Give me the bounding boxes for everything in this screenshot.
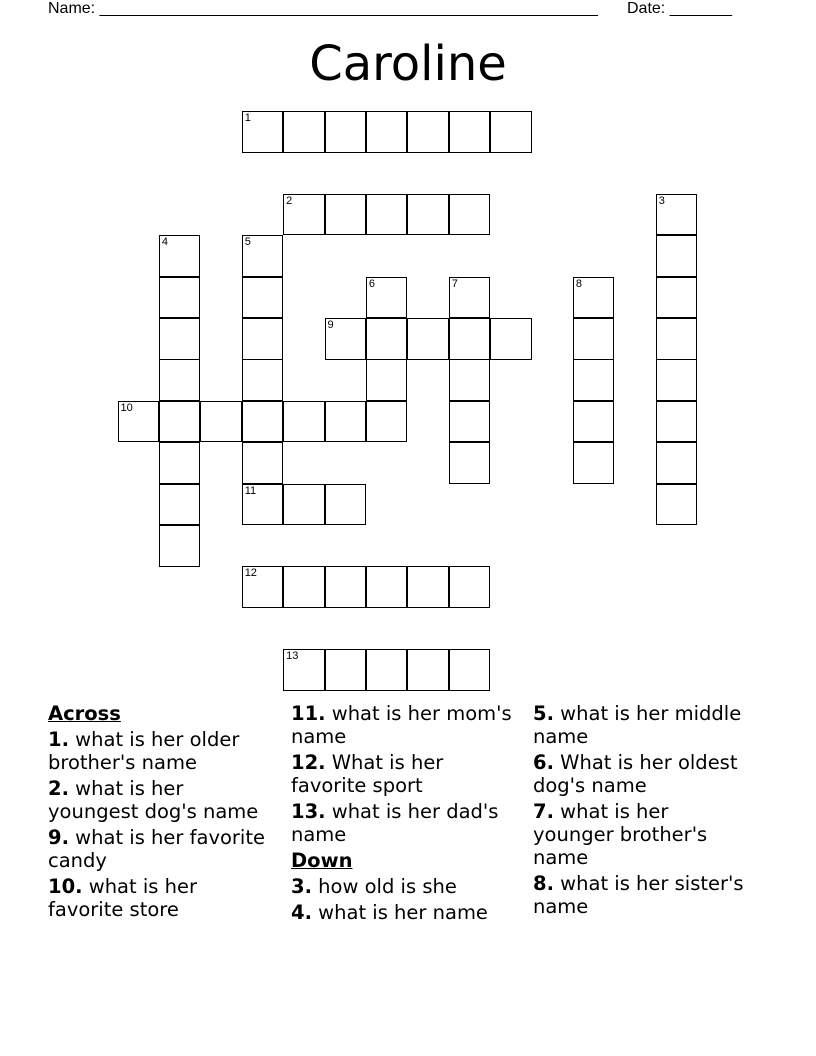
- clue-number-label: 2: [286, 194, 293, 207]
- clue-down-8: [533, 872, 753, 918]
- clue-across-13: [291, 800, 521, 846]
- grid-cell: [159, 277, 201, 319]
- clue-number-label: 11: [244, 484, 257, 497]
- grid-cell: [118, 401, 160, 443]
- puzzle-title: Caroline: [309, 36, 507, 92]
- clue-across-12: [291, 751, 521, 797]
- grid-cell: [283, 111, 325, 153]
- clue-number: 4.: [291, 901, 312, 924]
- grid-cell: [366, 359, 408, 401]
- grid-cell: [325, 194, 367, 236]
- clue-number-label: 12: [244, 567, 257, 580]
- grid-cell: [407, 194, 449, 236]
- grid-cell: [283, 649, 325, 691]
- grid-cell: [366, 111, 408, 153]
- grid-cell: [656, 359, 698, 401]
- clue-text: what is her sister's name: [533, 872, 744, 918]
- clue-number: 10.: [48, 875, 83, 898]
- grid-cell: [407, 566, 449, 608]
- grid-cell: [656, 318, 698, 360]
- grid-cell: [573, 318, 615, 360]
- grid-cell: [407, 318, 449, 360]
- grid-cell: [366, 649, 408, 691]
- grid-cell: [242, 277, 284, 319]
- grid-cell: [449, 401, 491, 443]
- grid-cell: [242, 318, 284, 360]
- clue-text: what is her favorite store: [48, 875, 197, 921]
- clue-text: what is her favorite candy: [48, 826, 265, 872]
- grid-cell: [325, 401, 367, 443]
- grid-cell: [325, 484, 367, 526]
- grid-cell: [242, 566, 284, 608]
- clue-text: what is her older brother's name: [48, 728, 240, 774]
- grid-cell: [449, 194, 491, 236]
- clue-text: what is her mom's name: [291, 702, 512, 748]
- grid-cell: [449, 442, 491, 484]
- grid-cell: [366, 277, 408, 319]
- clue-text: What is her favorite sport: [291, 751, 444, 797]
- grid-cell: [366, 318, 408, 360]
- clue-across-10: [48, 875, 278, 921]
- grid-cell: [407, 111, 449, 153]
- clue-down-5: [533, 702, 753, 748]
- clue-across-2: [48, 777, 278, 823]
- grid-cell: [656, 484, 698, 526]
- clue-number: 2.: [48, 777, 69, 800]
- clue-text: what is her youngest dog's name: [48, 777, 259, 823]
- grid-cell: [159, 318, 201, 360]
- grid-cell: [656, 194, 698, 236]
- clue-text: What is her oldest dog's name: [533, 751, 738, 797]
- grid-cell: [325, 566, 367, 608]
- grid-cell: [656, 235, 698, 277]
- grid-cell: [366, 194, 408, 236]
- clue-number-label: 1: [244, 112, 251, 124]
- grid-cell: [242, 111, 284, 153]
- clue-number: 13.: [291, 800, 326, 823]
- grid-cell: [283, 194, 325, 236]
- name-field-label: Name: ________________________________________________________: [48, 0, 598, 17]
- grid-cell: [159, 525, 201, 567]
- date-field-label: Date: _______: [627, 0, 732, 17]
- grid-cell: [449, 318, 491, 360]
- grid-cell: [325, 649, 367, 691]
- clue-number: 6.: [533, 751, 554, 774]
- grid-cell: [656, 442, 698, 484]
- clue-column-2: [291, 702, 521, 927]
- grid-cell: [283, 484, 325, 526]
- clue-number-label: 8: [575, 277, 583, 290]
- clue-number: 3.: [291, 875, 312, 898]
- clue-number-label: 9: [327, 319, 334, 331]
- clue-number: 11.: [291, 702, 326, 725]
- grid-cell: [573, 401, 615, 443]
- clue-down-4: [291, 901, 521, 924]
- grid-cell: [656, 277, 698, 319]
- grid-cell: [283, 566, 325, 608]
- clue-text: what is her dad's name: [291, 800, 499, 846]
- clue-text: what is her younger brother's name: [533, 800, 708, 869]
- grid-cell: [325, 111, 367, 153]
- clue-down-6: [533, 751, 753, 797]
- clue-number: 12.: [291, 751, 326, 774]
- clue-number-label: 4: [161, 236, 169, 249]
- grid-cell: [366, 401, 408, 443]
- grid-cell: [490, 318, 532, 360]
- grid-cell: [407, 649, 449, 691]
- clue-down-7: [533, 800, 753, 869]
- grid-cell: [283, 401, 325, 443]
- grid-cell: [573, 277, 615, 319]
- clue-down-3: [291, 875, 521, 898]
- clue-number: 9.: [48, 826, 69, 849]
- grid-cell: [449, 277, 491, 319]
- clue-across-9: [48, 826, 278, 872]
- down-heading: Down: [291, 849, 353, 872]
- clue-text: what is her name: [311, 901, 488, 924]
- grid-cell: [200, 401, 242, 443]
- grid-cell: [242, 235, 284, 277]
- grid-cell: [449, 111, 491, 153]
- grid-cell: [490, 111, 532, 153]
- clue-number: 5.: [533, 702, 554, 725]
- clue-number-label: 13: [286, 650, 299, 663]
- clue-column-3: [533, 702, 753, 921]
- grid-cell: [242, 442, 284, 484]
- grid-cell: [159, 359, 201, 401]
- clue-number: 8.: [533, 872, 554, 895]
- grid-cell: [449, 649, 491, 691]
- clue-across-11: [291, 702, 521, 748]
- clue-text: what is her middle name: [533, 702, 742, 748]
- grid-cell: [159, 442, 201, 484]
- grid-cell: [159, 401, 201, 443]
- grid-cell: [366, 566, 408, 608]
- clue-number-label: 3: [658, 194, 665, 207]
- clue-number-label: 6: [368, 277, 376, 290]
- clue-column-1: [48, 702, 278, 924]
- clue-text: how old is she: [311, 875, 457, 898]
- across-heading: Across: [48, 702, 121, 725]
- clue-number-label: 7: [451, 277, 458, 290]
- grid-cell: [159, 235, 201, 277]
- grid-cell: [449, 359, 491, 401]
- clue-across-1: [48, 728, 278, 774]
- clue-number: 7.: [533, 800, 554, 823]
- grid-cell: [449, 566, 491, 608]
- grid-cell: [242, 359, 284, 401]
- grid-cell: [242, 401, 284, 443]
- grid-cell: [573, 442, 615, 484]
- grid-cell: [159, 484, 201, 526]
- clue-number: 1.: [48, 728, 69, 751]
- grid-cell: [242, 484, 284, 526]
- grid-cell: [656, 401, 698, 443]
- clue-number-label: 10: [120, 401, 133, 414]
- grid-cell: [325, 318, 367, 360]
- clue-number-label: 5: [244, 236, 251, 249]
- grid-cell: [573, 359, 615, 401]
